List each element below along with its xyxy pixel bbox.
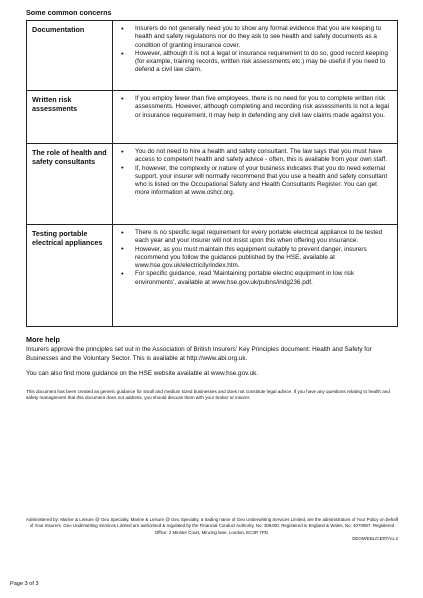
disclaimer-text: This document has been created as generic guidance for small and medium sized businesses and does not constitute legal advice. If you have any questions relating to health and safety management that this document does not address, you should discuss them with your broker or insurer. xyxy=(26,389,390,401)
bullet-list xyxy=(117,229,392,287)
more-help-paragraph: Insurers approve the principles set out in the Association of British Insurers' Key Principles document: Health and Safety for Businesses and the Voluntary Sector. This is available at http://www.abi.org.uk. xyxy=(26,346,372,362)
bullet-list xyxy=(117,148,392,198)
footer-text: Administered by: Marine & Leisure @ Geo Specialty. Marine & Leisure @ Geo Specialty, a trading name of Geo Underwriting Services Limited, are the administrators of Your Policy on behalf of Your Insurers. Geo Underwriting Services Limited are authorised & regulated by the Financial Conduct Authority, No: 308400. Registered in England & Wales, No: 4070987. Registered Office: 2 Minster Court, Mincing lane, London, EC3R 7PD. xyxy=(26,517,398,535)
table-row xyxy=(27,225,398,327)
list-item: • For specific guidance, read 'Maintaining portable electric equipment in low risk environments', available at www.hse.gov.uk/pubns/indg236.pdf. xyxy=(117,270,392,287)
table-row xyxy=(27,21,398,91)
list-item: • However, although it is not a legal or insurance requirement to do so, good record keeping (for example, training records, written risk assessments etc.) may be useful if you need to defend a civil law claim. xyxy=(117,50,392,75)
section-title: Some common concerns xyxy=(26,8,112,17)
bullet-list xyxy=(117,95,392,120)
table-row xyxy=(27,144,398,225)
row-label: Testing portable electrical appliances xyxy=(27,225,113,327)
table-row xyxy=(27,91,398,144)
row-label: Written risk assessments xyxy=(27,91,113,144)
list-item: • Insurers do not generally need you to show any formal evidence that you are keeping to health and safety regulations nor do they ask to see health and safety documents as a condition of granting insurance cover. xyxy=(117,25,392,50)
list-item: • However, as you must maintain this equipment suitably to prevent danger, insurers recommend you follow the guidance published by the HSE, available at www.hse.gov.uk/electricity/index.htm. xyxy=(117,246,392,271)
row-label: Documentation xyxy=(27,21,113,91)
list-item: • If, however, the complexity or nature of your business indicates that you do need external support, your insurer will normally recommend that you use a health and safety consultant who is listed on the Occupational Safety and Health Consultants Register. You can get more information at www.oshcr.org. xyxy=(117,165,392,198)
document-reference: GEOM/EBL/CERT/v1.2 xyxy=(351,536,398,541)
concerns-table xyxy=(26,20,398,327)
list-item: • You do not need to hire a health and safety consultant. The law says that you must have access to competent health and safety advice - often, this is available from your own staff. xyxy=(117,148,392,165)
list-item: • If you employ fewer than five employees, there is no need for you to complete written risk assessments. However, although completing and recording risk assessments is not a legal or insurance requirement, it may help in defending any civil law claims made against you. xyxy=(117,95,392,120)
hse-guidance-paragraph: You can also find more guidance on the HSE website available at www.hse.gov.uk. xyxy=(26,370,259,377)
page-number: Page 3 of 3 xyxy=(10,581,39,587)
bullet-list xyxy=(117,25,392,75)
row-label: The role of health and safety consultants xyxy=(27,144,113,225)
list-item: • There is no specific legal requirement for every portable electrical appliance to be tested each year and your insurer will not insist upon this when offering you insurance. xyxy=(117,229,392,246)
more-help-heading: More help xyxy=(26,335,60,344)
